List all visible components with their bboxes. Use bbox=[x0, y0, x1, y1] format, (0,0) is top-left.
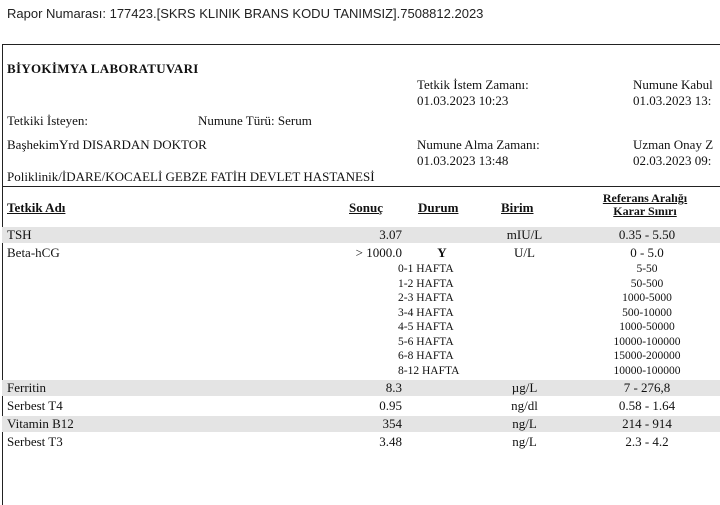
row-name: Serbest T3 bbox=[7, 434, 63, 449]
row-unit: U/L bbox=[514, 245, 535, 260]
row-unit: ng/L bbox=[512, 434, 537, 449]
week-label: 3-4 HAFTA bbox=[398, 306, 454, 319]
week-label: 1-2 HAFTA bbox=[398, 277, 454, 290]
col-header-status: Durum bbox=[418, 200, 459, 215]
row-value: 8.3 bbox=[385, 380, 402, 395]
report-number: Rapor Numarası: 177423.[SKRS KLINIK BRANS KODU TANIMSIZ].7508812.2023 bbox=[7, 6, 484, 21]
week-label: 6-8 HAFTA bbox=[398, 350, 454, 362]
col-header-ref-line1: Referans Aralığı bbox=[602, 191, 688, 205]
row-name: Vitamin B12 bbox=[7, 416, 74, 431]
row-ref: 0 - 5.0 bbox=[630, 245, 664, 260]
poliklinik: Poliklinik/İDARE/KOCAELİ GEBZE FATİH DEVLET HASTANESİ bbox=[7, 169, 375, 184]
row-name: Beta-hCG bbox=[7, 245, 60, 260]
week-label: 2-3 HAFTA bbox=[398, 292, 454, 304]
row-status: Y bbox=[437, 245, 447, 260]
alma-value: 01.03.2023 13:48 bbox=[417, 153, 509, 168]
onay-value: 02.03.2023 09: bbox=[633, 153, 712, 168]
col-header-ref bbox=[580, 192, 710, 218]
table-row bbox=[2, 398, 720, 414]
istem-value: 01.03.2023 10:23 bbox=[417, 93, 509, 108]
week-label: 0-1 HAFTA bbox=[398, 263, 454, 275]
doctor-name: BaşhekimYrd DISARDAN DOKTOR bbox=[7, 137, 207, 152]
week-ref: 15000-200000 bbox=[613, 350, 681, 362]
week-ref: 1000-50000 bbox=[619, 321, 675, 333]
week-ref: 5-50 bbox=[636, 263, 658, 275]
row-ref: 214 - 914 bbox=[622, 416, 672, 431]
col-header-name: Tetkik Adı bbox=[7, 200, 66, 215]
kabul-label: Numune Kabul bbox=[633, 77, 713, 92]
row-name: TSH bbox=[7, 227, 32, 242]
week-ref: 1000-5000 bbox=[622, 292, 672, 304]
row-unit: ng/dl bbox=[511, 398, 538, 413]
table-row bbox=[2, 380, 720, 396]
numune-turu: Numune Türü: Serum bbox=[198, 113, 312, 128]
table-row bbox=[2, 416, 720, 432]
table-row bbox=[2, 434, 720, 450]
report-number-bar bbox=[0, 0, 720, 28]
row-value: 0.95 bbox=[379, 398, 402, 413]
row-ref: 7 - 276,8 bbox=[623, 380, 671, 395]
header-divider bbox=[2, 186, 720, 187]
row-value: > 1000.0 bbox=[355, 245, 402, 260]
week-ref: 10000-100000 bbox=[613, 364, 681, 377]
col-header-ref-line2: Karar Sınırı bbox=[613, 204, 677, 218]
table-row bbox=[2, 245, 720, 261]
row-ref: 0.58 - 1.64 bbox=[618, 398, 676, 413]
table-row bbox=[2, 227, 720, 243]
row-value: 354 bbox=[382, 416, 402, 431]
col-header-unit: Birim bbox=[501, 200, 534, 215]
week-ref: 500-10000 bbox=[622, 306, 672, 319]
lab-title: BİYOKİMYA LABORATUVARI bbox=[7, 61, 199, 76]
week-ref: 10000-100000 bbox=[613, 335, 681, 348]
row-name: Ferritin bbox=[7, 380, 46, 395]
isteyen-label: Tetkiki İsteyen: bbox=[7, 113, 89, 128]
row-unit: mIU/L bbox=[506, 227, 543, 242]
kabul-value: 01.03.2023 13: bbox=[633, 93, 712, 108]
row-value: 3.07 bbox=[379, 227, 402, 242]
row-name: Serbest T4 bbox=[7, 398, 63, 413]
alma-label: Numune Alma Zamanı: bbox=[417, 137, 540, 152]
col-header-result: Sonuç bbox=[349, 200, 383, 215]
week-label: 5-6 HAFTA bbox=[398, 335, 454, 348]
istem-label: Tetkik İstem Zamanı: bbox=[417, 77, 529, 92]
onay-label: Uzman Onay Z bbox=[633, 137, 714, 152]
week-ref: 50-500 bbox=[630, 277, 664, 290]
row-unit: µg/L bbox=[511, 380, 538, 395]
row-unit: ng/L bbox=[512, 416, 537, 431]
week-label: 4-5 HAFTA bbox=[398, 321, 454, 333]
row-ref: 2.3 - 4.2 bbox=[625, 434, 669, 449]
row-ref: 0.35 - 5.50 bbox=[618, 227, 676, 242]
row-value: 3.48 bbox=[379, 434, 402, 449]
week-label: 8-12 HAFTA bbox=[398, 364, 460, 377]
